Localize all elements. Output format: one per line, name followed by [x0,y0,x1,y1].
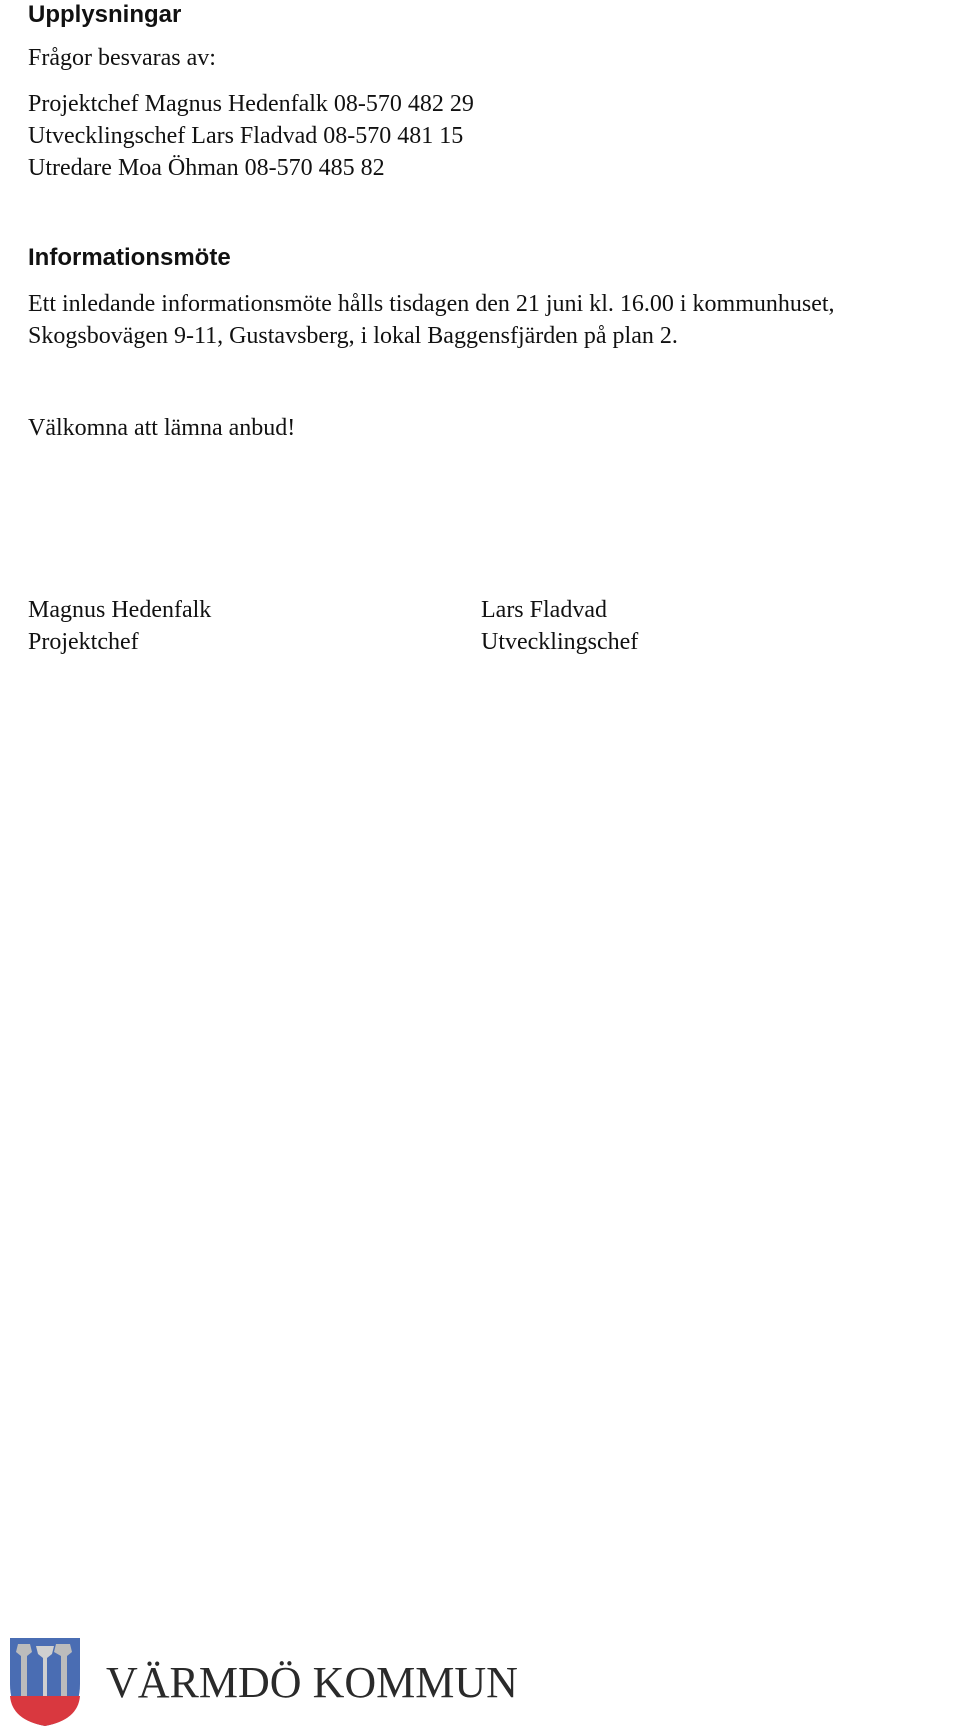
upplysningar-heading: Upplysningar [28,1,182,28]
signature-title: Projektchef [28,629,139,655]
contact-line: Projektchef Magnus Hedenfalk 08-570 482 29 [28,91,474,117]
varmdo-coat-of-arms-icon [8,1636,82,1728]
signature-name: Lars Fladvad [481,597,607,623]
upplysningar-intro: Frågor besvaras av: [28,45,216,71]
informationsmote-line: Skogsbovägen 9-11, Gustavsberg, i lokal Baggensfjärden på plan 2. [28,323,678,349]
closing-text: Välkomna att lämna anbud! [28,415,296,441]
signature-title: Utvecklingschef [481,629,639,655]
informationsmote-line: Ett inledande informationsmöte hålls tisdagen den 21 juni kl. 16.00 i kommunhuset, [28,291,835,317]
contact-line: Utredare Moa Öhman 08-570 485 82 [28,155,385,181]
contact-line: Utvecklingschef Lars Fladvad 08-570 481 15 [28,123,464,149]
signature-name: Magnus Hedenfalk [28,597,212,623]
informationsmote-heading: Informationsmöte [28,244,231,271]
logo-wordmark: VÄRMDÖ KOMMUN [106,1658,518,1707]
varmdo-kommun-logo [8,1636,518,1728]
